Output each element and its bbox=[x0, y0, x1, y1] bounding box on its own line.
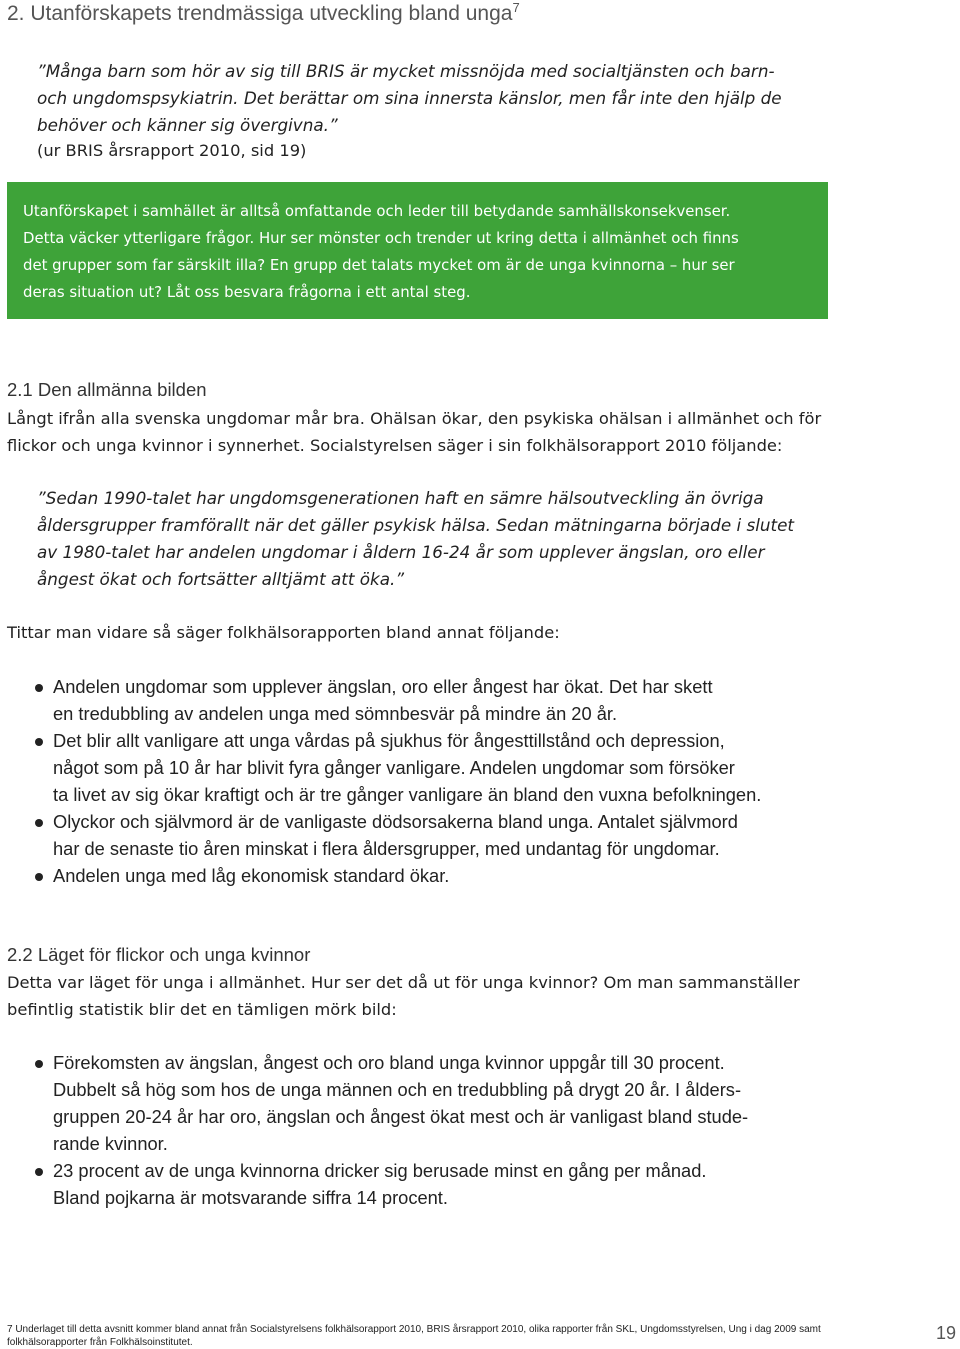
quote-line: behöver och känner sig övergivna.” bbox=[37, 115, 338, 135]
highlight-text bbox=[23, 198, 823, 306]
quote-line: och ungdomspsykiatrin. Det berättar om sina innersta känslor, men får inte den hjälp de bbox=[37, 88, 782, 108]
highlight-line: det grupper som far särskilt illa? En grupp det talats mycket om är de unga kvinnorna – hur ser bbox=[23, 256, 735, 274]
health-report-list bbox=[7, 673, 907, 889]
socialstyrelsen-quote bbox=[37, 485, 857, 593]
footnote bbox=[7, 1323, 887, 1349]
list-item bbox=[7, 808, 907, 862]
quote-line: ”Sedan 1990-talet har ungdomsgenerationen haft en sämre hälsoutveckling än övriga bbox=[37, 488, 764, 508]
highlight-box bbox=[7, 182, 828, 319]
list-item-line: rande kvinnor. bbox=[53, 1133, 168, 1154]
list-item-line: har de senaste tio åren minskat i flera åldersgrupper, med undantag för ungdomar. bbox=[53, 838, 720, 859]
chapter-title bbox=[7, 2, 520, 26]
bullet-icon bbox=[35, 819, 43, 827]
list-item-line: en tredubbling av andelen unga med sömnbesvär på mindre än 20 år. bbox=[53, 703, 618, 724]
list-item-line: Andelen unga med låg ekonomisk standard ökar. bbox=[53, 865, 450, 886]
bullet-icon bbox=[35, 684, 43, 692]
intro-line: Långt ifrån alla svenska ungdomar mår bra. Ohälsan ökar, den psykiska ohälsan i allmänhet och för bbox=[7, 409, 822, 428]
section-2-1-intro bbox=[7, 405, 907, 459]
list-item-line: 23 procent av de unga kvinnorna dricker sig berusade minst en gång per månad. bbox=[53, 1160, 707, 1181]
bullet-icon bbox=[35, 738, 43, 746]
section-heading-2-2: 2.2 Läget för flickor och unga kvinnor bbox=[7, 944, 311, 965]
section-2-2-intro bbox=[7, 969, 907, 1023]
list-item bbox=[7, 862, 907, 889]
bris-quote bbox=[37, 58, 837, 139]
highlight-line: Utanförskapet i samhället är alltså omfattande och leder till betydande samhällskonsekvenser. bbox=[23, 202, 731, 220]
intro-line: Detta var läget för unga i allmänhet. Hur ser det då ut för unga kvinnor? Om man sammanställer bbox=[7, 973, 800, 992]
bullet-icon bbox=[35, 1168, 43, 1176]
list-item-line: Förekomsten av ängslan, ångest och oro bland unga kvinnor uppgår till 30 procent. bbox=[53, 1052, 725, 1073]
list-item-line: gruppen 20-24 år har oro, ängslan och ångest ökat mest och är vanligast bland stude- bbox=[53, 1106, 749, 1127]
list-item-line: Andelen ungdomar som upplever ängslan, oro eller ångest har ökat. Det har skett bbox=[53, 676, 713, 697]
list-item bbox=[7, 1049, 907, 1157]
quote-source: (ur BRIS årsrapport 2010, sid 19) bbox=[37, 141, 307, 160]
list-item bbox=[7, 1157, 907, 1211]
footnote-line: 7 Underlaget till detta avsnitt kommer bland annat från Socialstyrelsens folkhälsorapport 2010, BRIS årsrapport 2010, olika rapporter från SKL, Ungdomsstyrelsen, Ung i dag 2009 samt bbox=[7, 1324, 821, 1335]
highlight-line: Detta väcker ytterligare frågor. Hur ser mönster och trender ut kring detta i allmänhet och finns bbox=[23, 229, 739, 247]
footnote-reference: 7 bbox=[512, 0, 520, 15]
bullet-icon bbox=[35, 1060, 43, 1068]
section-2-1-followup: Tittar man vidare så säger folkhälsorapporten bland annat följande: bbox=[7, 623, 560, 642]
young-women-list bbox=[7, 1049, 907, 1211]
list-item-line: Dubbelt så hög som hos de unga männen och en tredubbling på drygt 20 år. I ålders- bbox=[53, 1079, 742, 1100]
chapter-title-text: 2. Utanförskapets trendmässiga utveckling bland unga bbox=[7, 2, 513, 25]
list-item-line: ta livet av sig ökar kraftigt och är tre gånger vanligare än bland den vuxna befolkningen. bbox=[53, 784, 762, 805]
quote-line: av 1980-talet har andelen ungdomar i åldern 16-24 år som upplever ängslan, oro eller bbox=[37, 542, 765, 562]
list-item-line: Olyckor och självmord är de vanligaste dödsorsakerna bland unga. Antalet självmord bbox=[53, 811, 738, 832]
footnote-line: folkhälsorapporter från Folkhälsoinstitutet. bbox=[7, 1337, 193, 1348]
quote-line: ”Många barn som hör av sig till BRIS är mycket missnöjda med socialtjänsten och barn- bbox=[37, 61, 775, 81]
list-item-line: Bland pojkarna är motsvarande siffra 14 procent. bbox=[53, 1187, 448, 1208]
list-item-line: Det blir allt vanligare att unga vårdas på sjukhus för ångesttillstånd och depression, bbox=[53, 730, 725, 751]
list-item bbox=[7, 673, 907, 727]
quote-line: ångest ökat och fortsätter alltjämt att öka.” bbox=[37, 569, 405, 589]
list-item bbox=[7, 727, 907, 808]
intro-line: flickor och unga kvinnor i synnerhet. Socialstyrelsen säger i sin folkhälsorapport 2010 följande: bbox=[7, 436, 783, 455]
list-item-line: något som på 10 år har blivit fyra gånger vanligare. Andelen ungdomar som försöker bbox=[53, 757, 735, 778]
intro-line: befintlig statistik blir det en tämligen mörk bild: bbox=[7, 1000, 397, 1019]
highlight-line: deras situation ut? Låt oss besvara frågorna i ett antal steg. bbox=[23, 283, 471, 301]
section-heading-2-1: 2.1 Den allmänna bilden bbox=[7, 379, 207, 400]
quote-line: åldersgrupper framförallt när det gäller psykisk hälsa. Sedan mätningarna började i slutet bbox=[37, 515, 794, 535]
bullet-icon bbox=[35, 873, 43, 881]
page-number: 19 bbox=[936, 1323, 957, 1343]
